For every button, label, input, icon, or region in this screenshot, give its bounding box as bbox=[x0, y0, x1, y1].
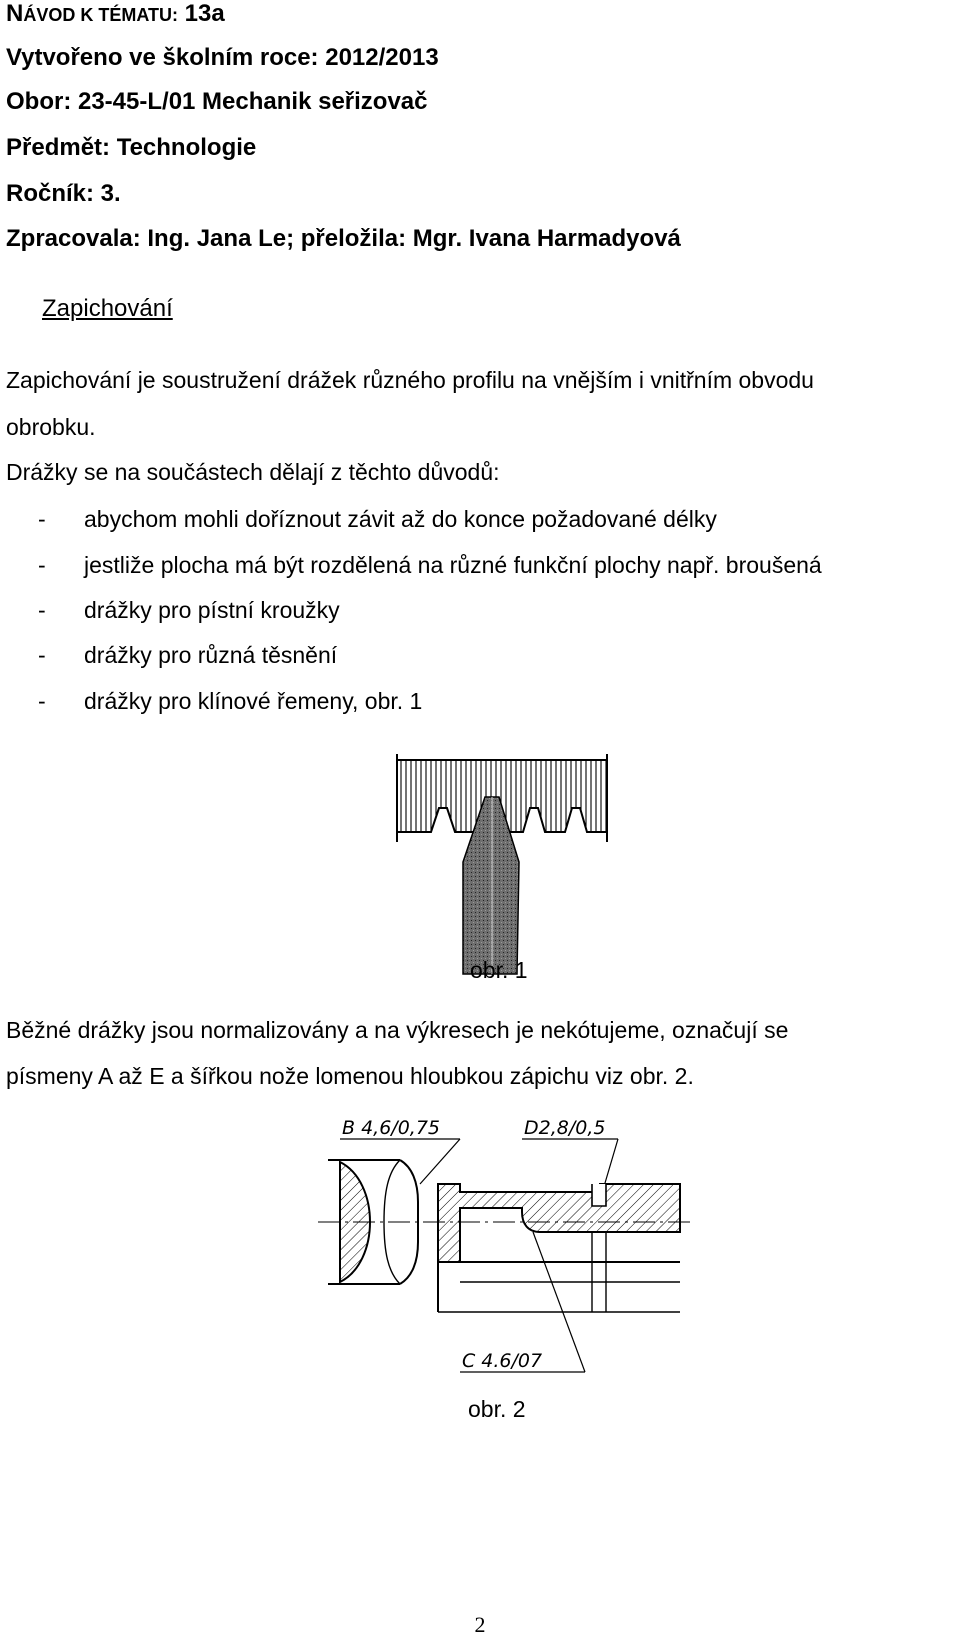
list-dash: - bbox=[38, 552, 46, 578]
figure-1-vbelt-grooves bbox=[395, 752, 635, 977]
subject: Předmět: Technologie bbox=[6, 134, 257, 161]
list-dash: - bbox=[38, 597, 46, 623]
author: Zpracovala: Ing. Jana Le; přeložila: Mgr. Ivana Harmadyová bbox=[6, 225, 681, 252]
reasons-intro: Drážky se na součástech dělají z těchto důvodů: bbox=[6, 459, 500, 485]
list-item: jestliže plocha má být rozdělená na různé funkční plochy např. broušená bbox=[84, 552, 822, 578]
list-item: drážky pro různá těsnění bbox=[84, 642, 338, 668]
page-number: 2 bbox=[474, 1612, 486, 1637]
intro-line-2: obrobku. bbox=[6, 414, 96, 440]
list-dash: - bbox=[38, 506, 46, 532]
paragraph-2-line-2: písmeny A až E a šířkou nože lomenou hloubkou zápichu viz obr. 2. bbox=[6, 1063, 694, 1089]
list-dash: - bbox=[38, 642, 46, 668]
figure-2-groove-drawing bbox=[300, 1112, 700, 1382]
topic-line bbox=[6, 0, 225, 28]
topic-number: 13a bbox=[184, 0, 225, 27]
list-item: drážky pro pístní kroužky bbox=[84, 597, 340, 623]
list-item: drážky pro klínové řemeny, obr. 1 bbox=[84, 688, 423, 714]
list-dash: - bbox=[38, 688, 46, 714]
label-c: C 4.6/07 bbox=[462, 1350, 543, 1372]
field-of-study: Obor: 23-45-L/01 Mechanik seřizovač bbox=[6, 88, 428, 115]
grade: Ročník: 3. bbox=[6, 180, 121, 207]
topic-initial: N bbox=[6, 0, 24, 27]
figure-2-caption: obr. 2 bbox=[468, 1396, 526, 1422]
label-d: D2,8/0,5 bbox=[524, 1117, 606, 1139]
section-title: Zapichování bbox=[42, 295, 173, 322]
intro-line-1: Zapichování je soustružení drážek různého profilu na vnějším i vnitřním obvodu bbox=[6, 367, 814, 393]
figure-1-caption: obr. 1 bbox=[470, 957, 528, 983]
topic-label: ÁVOD K TÉMATU: bbox=[23, 5, 178, 25]
label-b: B 4,6/0,75 bbox=[342, 1117, 440, 1139]
school-year: Vytvořeno ve školním roce: 2012/2013 bbox=[6, 44, 439, 71]
list-item: abychom mohli doříznout závit až do konce požadované délky bbox=[84, 506, 717, 532]
paragraph-2-line-1: Běžné drážky jsou normalizovány a na výkresech je nekótujeme, označují se bbox=[6, 1017, 789, 1043]
